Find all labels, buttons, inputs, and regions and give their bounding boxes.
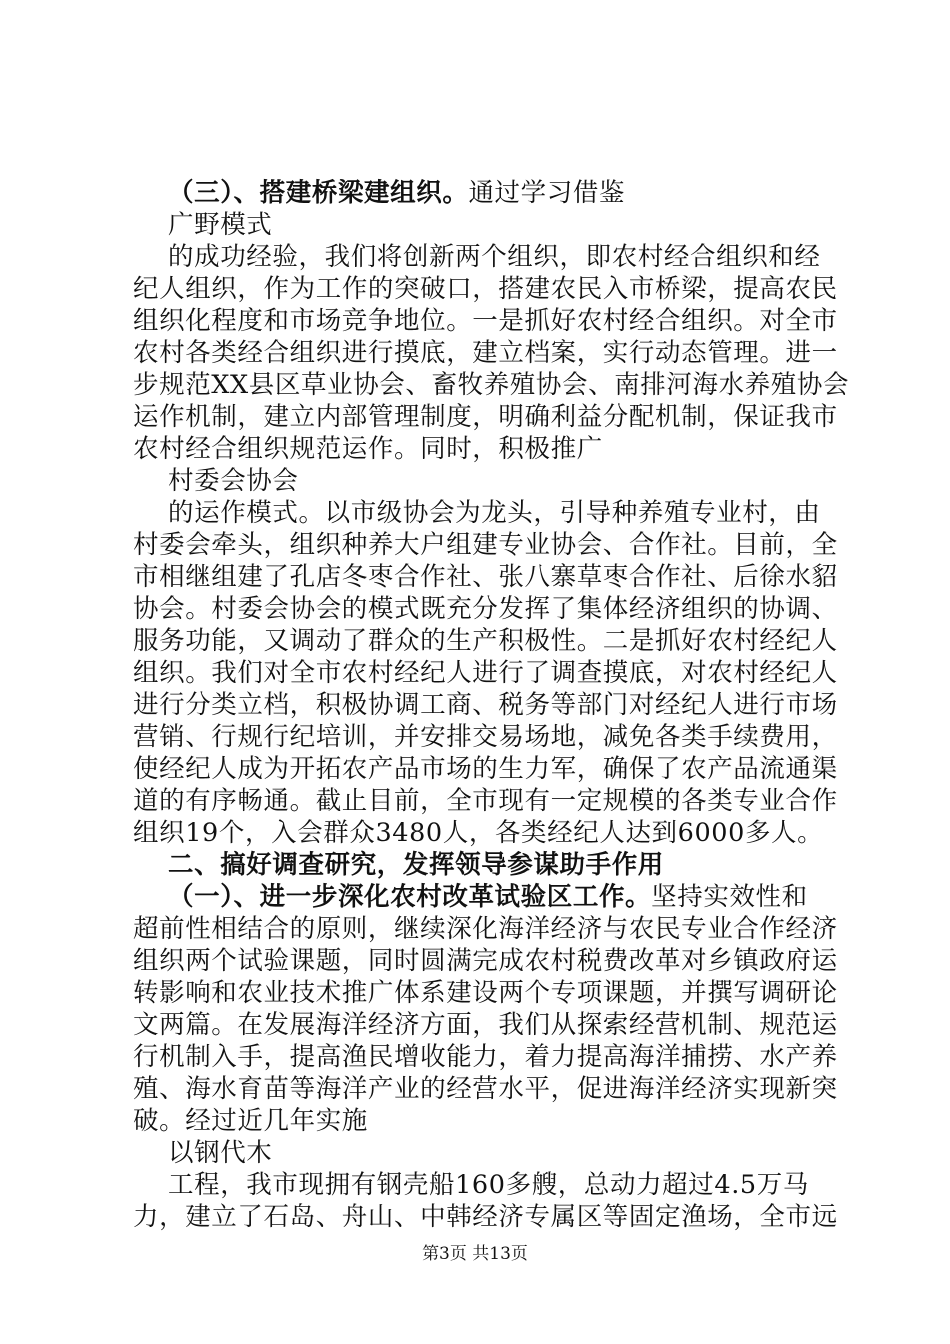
paragraph-line: 组织化程度和市场竞争地位。一是抓好农村经合组织。对全市 xyxy=(133,306,838,336)
paragraph-line xyxy=(168,176,868,210)
paragraph-line: 力，建立了石岛、舟山、中韩经济专属区等固定渔场，全市远 xyxy=(133,1202,838,1232)
paragraph-line: 行机制入手，提高渔民增收能力，着力提高海洋捕捞、水产养 xyxy=(133,1042,838,1072)
page-number-footer: 第3页 共13页 xyxy=(422,1244,528,1264)
paragraph-line: 的运作模式。以市级协会为龙头，引导种养殖专业村，由 xyxy=(168,498,821,528)
paragraph-line: 工程，我市现拥有钢壳船160多艘，总动力超过4.5万马 xyxy=(168,1170,809,1200)
subsection-heading: （三）、搭建桥梁建组织。 xyxy=(168,178,469,208)
paragraph-line: 的成功经验，我们将创新两个组织，即农村经合组织和经 xyxy=(168,242,821,272)
paragraph-line: 超前性相结合的原则，继续深化海洋经济与农民专业合作经济 xyxy=(133,914,838,944)
paragraph-line: 农村各类经合组织进行摸底，建立档案，实行动态管理。进一 xyxy=(133,338,838,368)
paragraph-line: 组织。我们对全市农村经纪人进行了调查摸底，对农村经纪人 xyxy=(133,658,838,688)
paragraph-line: 村委会牵头，组织种养大户组建专业协会、合作社。目前，全 xyxy=(133,530,838,560)
paragraph-line: 进行分类立档，积极协调工商、税务等部门对经纪人进行市场 xyxy=(133,690,838,720)
paragraph-line: 纪人组织，作为工作的突破口，搭建农民入市桥梁，提高农民 xyxy=(133,274,838,304)
paragraph-line: 道的有序畅通。截止目前，全市现有一定规模的各类专业合作 xyxy=(133,786,838,816)
paragraph-text: 坚持实效性和 xyxy=(651,882,808,912)
paragraph-line: 组织两个试验课题，同时圆满完成农村税费改革对乡镇政府运 xyxy=(133,946,838,976)
paragraph-line: 破。经过近几年实施 xyxy=(133,1106,368,1136)
paragraph-line: 服务功能，又调动了群众的生产积极性。二是抓好农村经纪人 xyxy=(133,626,838,656)
paragraph-line: 殖、海水育苗等海洋产业的经营水平，促进海洋经济实现新突 xyxy=(133,1074,838,1104)
paragraph-line: 使经纪人成为开拓农产品市场的生力军，确保了农产品流通渠 xyxy=(133,754,838,784)
paragraph-line: 营销、行规行纪培训，并安排交易场地，减免各类手续费用， xyxy=(133,722,838,752)
paragraph-line: 广野模式 xyxy=(168,210,273,240)
paragraph-line: 转影响和农业技术推广体系建设两个专项课题，并撰写调研论 xyxy=(133,978,838,1008)
paragraph-line: 协会。村委会协会的模式既充分发挥了集体经济组织的协调、 xyxy=(133,594,838,624)
paragraph-line: 市相继组建了孔店冬枣合作社、张八寨草枣合作社、后徐水貂 xyxy=(133,562,838,592)
paragraph-text: 通过学习借鉴 xyxy=(468,178,626,208)
paragraph-line: 以钢代木 xyxy=(168,1138,273,1168)
paragraph-line: 组织19个，入会群众3480人，各类经纪人达到6000多人。 xyxy=(133,818,824,848)
paragraph-line: 运作机制，建立内部管理制度，明确利益分配机制，保证我市 xyxy=(133,402,838,432)
paragraph-line: 步规范XX县区草业协会、畜牧养殖协会、南排河海水养殖协会 xyxy=(133,370,850,400)
subsection-heading: （一）、进一步深化农村改革试验区工作。 xyxy=(168,882,652,912)
paragraph-line: 农村经合组织规范运作。同时，积极推广 xyxy=(133,434,603,464)
paragraph-line: 文两篇。在发展海洋经济方面，我们从探索经营机制、规范运 xyxy=(133,1010,838,1040)
paragraph-line: 村委会协会 xyxy=(168,466,299,496)
paragraph-line xyxy=(168,880,868,914)
section-heading: 二、搞好调查研究，发挥领导参谋助手作用 xyxy=(168,850,664,880)
